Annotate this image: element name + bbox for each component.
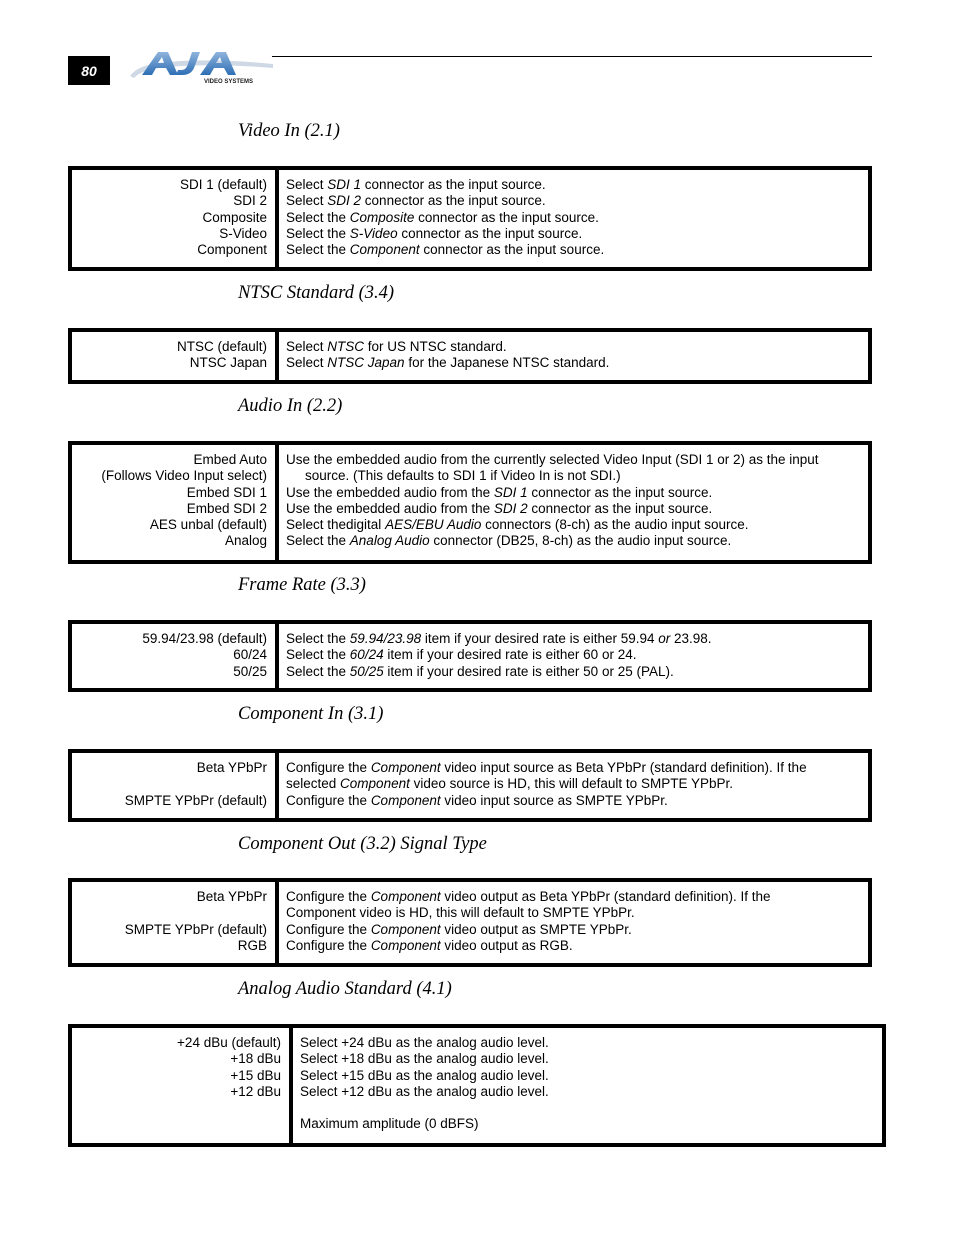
description-emphasis: Component: [370, 760, 441, 775]
description-column: [279, 445, 868, 560]
description-text: connector as the input source.: [361, 193, 546, 209]
option-label: NTSC (default): [176, 339, 267, 354]
option-label: (Follows Video Input select): [101, 468, 267, 484]
description-text: Select the: [286, 533, 350, 549]
description-emphasis: Composite: [349, 209, 415, 225]
description-emphasis: S-Video: [349, 225, 398, 241]
description-emphasis: Component: [370, 937, 441, 953]
description-text: connector as the input source.: [414, 209, 599, 225]
description-text: video output as Beta YPbPr (standard definition). If the: [440, 889, 771, 904]
option-label: 59.94/23.98 (default): [142, 631, 267, 646]
description-column: [279, 170, 868, 267]
option-label: +15 dBu: [230, 1067, 281, 1083]
option-label: AES unbal (default): [149, 517, 267, 533]
option-description: [286, 631, 860, 647]
option-description: [300, 1068, 874, 1084]
description-text: video output as SMPTE YPbPr.: [440, 921, 632, 937]
description-text: item if your desired rate is either 50 or 25 (PAL).: [383, 663, 674, 679]
description-text: selected: [286, 776, 341, 792]
description-text: Configure the: [286, 889, 371, 904]
section-title: Audio In (2.2): [238, 396, 343, 416]
option-column: [72, 624, 279, 688]
option-description: [286, 517, 860, 533]
option-label: 50/25: [233, 663, 267, 679]
option-description: [286, 210, 860, 226]
aja-logo: [128, 50, 278, 88]
option-description: [286, 760, 860, 776]
description-emphasis: AES/EBU Audio: [385, 517, 482, 533]
options-table: [68, 441, 872, 564]
option-description: [286, 242, 860, 258]
option-label: SMPTE YPbPr (default): [124, 792, 267, 808]
option-label: Beta YPbPr: [196, 760, 267, 775]
description-emphasis: SDI 2: [493, 500, 528, 516]
option-description: [300, 1100, 874, 1116]
option-label: SDI 2: [233, 193, 267, 209]
section-title: NTSC Standard (3.4): [238, 283, 395, 303]
options-table: [68, 878, 872, 967]
option-label: [72, 905, 267, 921]
description-text: Select +12 dBu as the analog audio level.: [300, 1083, 549, 1099]
section-title: Frame Rate (3.3): [238, 575, 366, 595]
option-label: Analog: [224, 533, 267, 549]
option-label: +12 dBu: [230, 1083, 281, 1099]
page-number: 80: [68, 56, 110, 85]
description-text: video input source as SMPTE YPbPr.: [440, 792, 668, 808]
description-text: connector (DB25, 8-ch) as the audio input source.: [429, 533, 732, 549]
description-emphasis: SDI 1: [493, 484, 528, 500]
description-text: item if your desired rate is either 59.94: [421, 631, 659, 646]
description-text: Select the: [286, 631, 350, 646]
option-description: [286, 452, 860, 468]
option-description: [286, 922, 860, 938]
section-title: Component Out (3.2) Signal Type: [238, 834, 487, 854]
option-description: [286, 355, 860, 371]
description-text: Select the: [286, 242, 350, 258]
option-label: +18 dBu: [230, 1051, 281, 1067]
description-text: Configure the: [286, 937, 371, 953]
description-column: [279, 332, 868, 380]
option-label: S-Video: [219, 225, 267, 241]
section-title: Analog Audio Standard (4.1): [238, 979, 452, 999]
description-text: item if your desired rate is either 60 or 24.: [383, 647, 637, 663]
options-table: [68, 749, 872, 822]
option-description: [286, 193, 860, 209]
description-emphasis: 59.94/23.98: [349, 631, 422, 646]
description-emphasis: NTSC Japan: [327, 355, 405, 371]
option-label: [72, 776, 267, 792]
description-column: [279, 753, 868, 818]
option-label: [72, 1116, 281, 1132]
description-text: Select +24 dBu as the analog audio level.: [300, 1035, 549, 1050]
option-label: SMPTE YPbPr (default): [124, 921, 267, 937]
logo-subtext: VIDEO SYSTEMS: [204, 79, 254, 85]
option-label: Composite: [202, 209, 267, 225]
option-label: Embed SDI 1: [186, 484, 267, 500]
section-title: Component In (3.1): [238, 704, 384, 724]
option-description: [286, 501, 860, 517]
description-text: Select +18 dBu as the analog audio level.: [300, 1051, 549, 1067]
description-emphasis: Component: [349, 242, 420, 258]
option-description: [286, 339, 860, 355]
header-rule: [272, 56, 872, 57]
options-table: [68, 166, 872, 271]
section-title: Video In (2.1): [238, 121, 340, 141]
option-column: [72, 445, 279, 560]
description-emphasis: 60/24: [349, 647, 384, 663]
description-text: Configure the: [286, 921, 371, 937]
option-description: [300, 1051, 874, 1067]
option-description: [286, 664, 860, 680]
option-description: [286, 889, 860, 905]
option-description: [286, 647, 860, 663]
description-emphasis: Analog Audio: [349, 533, 430, 549]
description-text: connector as the input source.: [397, 225, 583, 241]
description-text: source. (This defaults to SDI 1 if Video In is not SDI.): [305, 468, 621, 484]
description-emphasis: 50/25: [349, 663, 384, 679]
description-text: Select: [286, 339, 328, 354]
description-column: [279, 882, 868, 963]
option-column: [72, 753, 279, 818]
description-emphasis: Component: [370, 792, 441, 808]
option-label: SDI 1 (default): [179, 177, 267, 192]
description-text: Select +15 dBu as the analog audio level.: [300, 1067, 549, 1083]
option-description: [286, 485, 860, 501]
description-text: Component video is HD, this will default to SMPTE YPbPr.: [286, 905, 635, 921]
description-text: connector as the input source.: [527, 500, 713, 516]
description-text: video source is HD, this will default to SMPTE YPbPr.: [409, 776, 733, 792]
description-emphasis: SDI 1: [327, 177, 362, 192]
description-text: Select the: [286, 225, 350, 241]
description-text: Maximum amplitude (0 dBFS): [300, 1116, 479, 1132]
description-column: [279, 624, 868, 688]
description-text: Select the: [286, 647, 350, 663]
description-emphasis: SDI 2: [327, 193, 362, 209]
option-label: Component: [197, 242, 267, 258]
description-text: connector as the input source.: [361, 177, 546, 192]
option-description: [300, 1084, 874, 1100]
options-table: [68, 620, 872, 692]
description-text: Select thedigital: [286, 517, 386, 533]
option-description: [286, 226, 860, 242]
description-text: Configure the: [286, 792, 371, 808]
option-description: [286, 905, 860, 921]
option-label: Embed SDI 2: [186, 500, 267, 516]
description-text: connectors (8-ch) as the audio input source.: [481, 517, 749, 533]
option-column: [72, 882, 279, 963]
option-label: NTSC Japan: [189, 355, 267, 371]
description-column: [293, 1028, 882, 1143]
option-description: [286, 938, 860, 954]
description-text: for US NTSC standard.: [364, 339, 507, 354]
description-text: video input source as Beta YPbPr (standard definition). If the: [440, 760, 807, 775]
option-column: [72, 332, 279, 380]
option-column: [72, 170, 279, 267]
description-text: Configure the: [286, 760, 371, 775]
option-description: [300, 1035, 874, 1051]
description-text: Select: [286, 355, 328, 371]
description-emphasis: NTSC: [327, 339, 365, 354]
option-description: [286, 468, 860, 484]
description-emphasis: Component: [340, 776, 410, 792]
option-label: 60/24: [233, 647, 267, 663]
option-description: [286, 177, 860, 193]
description-emphasis: Component: [370, 921, 441, 937]
description-text: Use the embedded audio from the: [286, 500, 494, 516]
description-text: Select: [286, 177, 328, 192]
options-table: [68, 1024, 886, 1147]
description-text: connector as the input source.: [527, 484, 713, 500]
description-emphasis: or: [658, 631, 671, 646]
option-label: [72, 1100, 281, 1116]
description-text: connector as the input source.: [419, 242, 605, 258]
description-text: video output as RGB.: [440, 937, 573, 953]
option-label: Beta YPbPr: [196, 889, 267, 904]
description-text: Select: [286, 193, 328, 209]
option-description: [286, 533, 860, 549]
options-table: [68, 328, 872, 384]
description-text: Select the: [286, 209, 350, 225]
description-text: for the Japanese NTSC standard.: [404, 355, 610, 371]
description-text: Use the embedded audio from the currently selected Video Input (SDI 1 or 2) as the input: [286, 452, 819, 467]
option-label: +24 dBu (default): [177, 1035, 281, 1050]
description-emphasis: Component: [370, 889, 441, 904]
option-label: Embed Auto: [193, 452, 267, 467]
option-description: [286, 793, 860, 809]
description-text: 23.98.: [670, 631, 712, 646]
description-text: Select the: [286, 663, 350, 679]
option-column: [72, 1028, 293, 1143]
option-description: [300, 1116, 874, 1132]
option-description: [286, 776, 860, 792]
description-text: Use the embedded audio from the: [286, 484, 494, 500]
option-label: RGB: [237, 937, 267, 953]
